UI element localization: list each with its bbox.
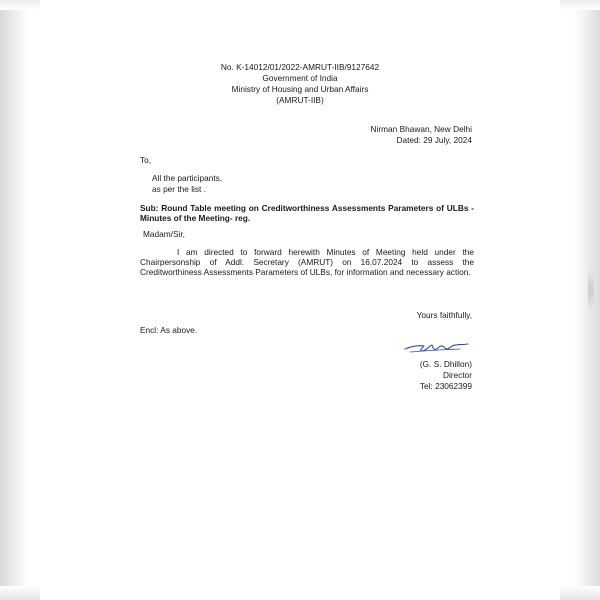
to-label: To, [140,155,152,165]
place: Nirman Bhawan, New Delhi [370,124,472,134]
government-title: Government of India [262,73,338,83]
signature-image [402,337,472,357]
recipient-line-2: as per the list . [152,184,206,194]
ministry-title: Ministry of Housing and Urban Affairs [231,84,369,94]
division-title: (AMRUT-IIB) [276,95,324,105]
recipient-line-1: All the participants, [152,173,223,183]
enclosure: Encl: As above. [140,325,198,335]
salutation: Madam/Sir, [143,229,185,239]
signatory-designation: Director [442,370,472,380]
signatory-name: (G. S. Dhillon) [419,359,472,369]
signatory-telephone: Tel: 23062399 [419,381,472,391]
closing: Yours faithfully, [416,310,472,320]
body-paragraph: I am directed to forward herewith Minutes of Meeting held under the Chairpersonship of Addl. Secretary (AMRUT) on 16.07.2024 to assess the Creditworthiness Assessments Parameters of ULBs, for information and necessary action. [140,247,474,277]
letter-date: Dated: 29 July, 2024 [396,135,472,145]
reference-number: No. K-14012/01/2022-AMRUT-IIB/9127642 [220,62,380,72]
scan-artifact [588,270,594,310]
subject-line: Sub: Round Table meeting on Creditworthiness Assessments Parameters of ULBs - Minutes of the Meeting- reg. [140,203,474,223]
